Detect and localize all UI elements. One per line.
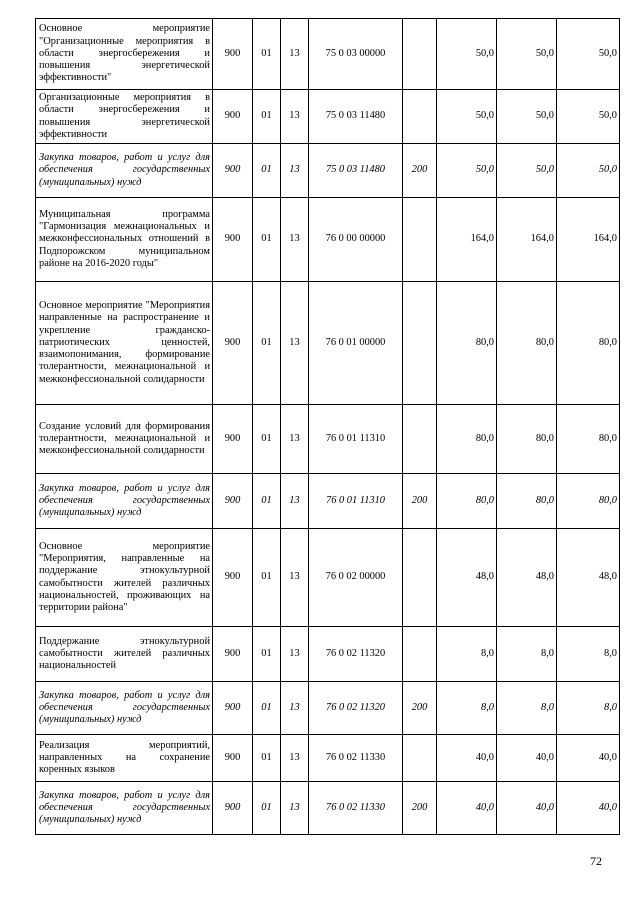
table-row <box>36 90 620 144</box>
target-article-code: 76 0 02 00000 <box>309 529 403 627</box>
amount-year-3: 80,0 <box>557 282 620 405</box>
row-name: Закупка товаров, работ и услуг для обеспечения государственных (муниципальных) нужд <box>36 144 213 198</box>
ved-code: 900 <box>213 19 253 90</box>
amount-year-2: 164,0 <box>497 198 557 282</box>
amount-year-2: 50,0 <box>497 90 557 144</box>
amount-year-1: 80,0 <box>437 405 497 474</box>
row-name: Создание условий для формирования толерантности, межнациональной и межконфессиональной солидарности <box>36 405 213 474</box>
amount-year-2: 50,0 <box>497 144 557 198</box>
amount-year-3: 50,0 <box>557 19 620 90</box>
amount-year-2: 40,0 <box>497 735 557 782</box>
table-row <box>36 198 620 282</box>
amount-year-1: 80,0 <box>437 474 497 529</box>
page-number: 72 <box>590 854 602 868</box>
ved-code: 900 <box>213 90 253 144</box>
section-code: 01 <box>253 782 281 835</box>
table-row <box>36 529 620 627</box>
amount-year-1: 80,0 <box>437 282 497 405</box>
amount-year-3: 8,0 <box>557 627 620 682</box>
amount-year-1: 40,0 <box>437 782 497 835</box>
row-name: Муниципальная программа "Гармонизация межнациональных и межконфессиональных отношений в Подпорожском муниципальном районе на 2016-2020 годы" <box>36 198 213 282</box>
ved-code: 900 <box>213 144 253 198</box>
amount-year-1: 50,0 <box>437 19 497 90</box>
row-name: Основное мероприятие "Мероприятия направленные на распространение и укрепление гражданско- патриотических ценностей, взаимопонимания, формирование толерантности, межнациональной и межконфессиональной солидарности <box>36 282 213 405</box>
expense-type-code: 200 <box>403 474 437 529</box>
target-article-code: 76 0 01 11310 <box>309 405 403 474</box>
ved-code: 900 <box>213 282 253 405</box>
section-code: 01 <box>253 144 281 198</box>
table-row <box>36 682 620 735</box>
row-name: Реализация мероприятий, направленных на сохранение коренных языков <box>36 735 213 782</box>
amount-year-2: 8,0 <box>497 627 557 682</box>
ved-code: 900 <box>213 198 253 282</box>
section-code: 01 <box>253 405 281 474</box>
section-code: 01 <box>253 198 281 282</box>
amount-year-2: 50,0 <box>497 19 557 90</box>
subsection-code: 13 <box>281 282 309 405</box>
subsection-code: 13 <box>281 682 309 735</box>
subsection-code: 13 <box>281 627 309 682</box>
expense-type-code: 200 <box>403 144 437 198</box>
expense-type-code <box>403 198 437 282</box>
section-code: 01 <box>253 19 281 90</box>
subsection-code: 13 <box>281 198 309 282</box>
section-code: 01 <box>253 474 281 529</box>
amount-year-3: 80,0 <box>557 474 620 529</box>
ved-code: 900 <box>213 529 253 627</box>
subsection-code: 13 <box>281 405 309 474</box>
table-row <box>36 144 620 198</box>
expense-type-code <box>403 735 437 782</box>
table-row <box>36 474 620 529</box>
amount-year-1: 164,0 <box>437 198 497 282</box>
target-article-code: 76 0 00 00000 <box>309 198 403 282</box>
section-code: 01 <box>253 682 281 735</box>
row-name: Основное мероприятие "Организационные мероприятия в области энергосбережения и повышения энергетической эффективности" <box>36 19 213 90</box>
row-name: Основное мероприятие "Мероприятия, направленные на поддержание этнокультурной самобытности жителей различных национальностей, проживающих на территории района" <box>36 529 213 627</box>
target-article-code: 76 0 02 11330 <box>309 735 403 782</box>
ved-code: 900 <box>213 627 253 682</box>
subsection-code: 13 <box>281 90 309 144</box>
table-row <box>36 19 620 90</box>
table-body <box>36 19 620 835</box>
table-row <box>36 627 620 682</box>
subsection-code: 13 <box>281 735 309 782</box>
amount-year-2: 48,0 <box>497 529 557 627</box>
section-code: 01 <box>253 735 281 782</box>
amount-year-2: 80,0 <box>497 474 557 529</box>
expense-type-code <box>403 405 437 474</box>
ved-code: 900 <box>213 682 253 735</box>
expense-type-code <box>403 627 437 682</box>
amount-year-3: 40,0 <box>557 735 620 782</box>
amount-year-3: 164,0 <box>557 198 620 282</box>
target-article-code: 76 0 02 11330 <box>309 782 403 835</box>
amount-year-3: 80,0 <box>557 405 620 474</box>
row-name: Закупка товаров, работ и услуг для обеспечения государственных (муниципальных) нужд <box>36 682 213 735</box>
row-name: Организационные мероприятия в области энергосбережения и повышения энергетической эффективности <box>36 90 213 144</box>
target-article-code: 75 0 03 11480 <box>309 144 403 198</box>
amount-year-3: 48,0 <box>557 529 620 627</box>
expense-type-code <box>403 282 437 405</box>
section-code: 01 <box>253 282 281 405</box>
target-article-code: 76 0 01 00000 <box>309 282 403 405</box>
subsection-code: 13 <box>281 782 309 835</box>
subsection-code: 13 <box>281 474 309 529</box>
ved-code: 900 <box>213 405 253 474</box>
expense-type-code: 200 <box>403 782 437 835</box>
amount-year-3: 8,0 <box>557 682 620 735</box>
amount-year-1: 50,0 <box>437 144 497 198</box>
amount-year-1: 8,0 <box>437 682 497 735</box>
amount-year-2: 80,0 <box>497 282 557 405</box>
target-article-code: 76 0 02 11320 <box>309 682 403 735</box>
target-article-code: 75 0 03 11480 <box>309 90 403 144</box>
amount-year-1: 50,0 <box>437 90 497 144</box>
row-name: Поддержание этнокультурной самобытности жителей различных национальностей <box>36 627 213 682</box>
table-row <box>36 405 620 474</box>
subsection-code: 13 <box>281 144 309 198</box>
amount-year-1: 8,0 <box>437 627 497 682</box>
expense-type-code <box>403 529 437 627</box>
subsection-code: 13 <box>281 529 309 627</box>
expense-type-code: 200 <box>403 682 437 735</box>
amount-year-3: 40,0 <box>557 782 620 835</box>
amount-year-3: 50,0 <box>557 90 620 144</box>
target-article-code: 75 0 03 00000 <box>309 19 403 90</box>
expense-type-code <box>403 90 437 144</box>
amount-year-2: 40,0 <box>497 782 557 835</box>
subsection-code: 13 <box>281 19 309 90</box>
table-row <box>36 735 620 782</box>
ved-code: 900 <box>213 735 253 782</box>
amount-year-3: 50,0 <box>557 144 620 198</box>
table-row <box>36 782 620 835</box>
budget-table <box>35 18 620 835</box>
amount-year-1: 48,0 <box>437 529 497 627</box>
target-article-code: 76 0 02 11320 <box>309 627 403 682</box>
amount-year-2: 80,0 <box>497 405 557 474</box>
row-name: Закупка товаров, работ и услуг для обеспечения государственных (муниципальных) нужд <box>36 782 213 835</box>
row-name: Закупка товаров, работ и услуг для обеспечения государственных (муниципальных) нужд <box>36 474 213 529</box>
ved-code: 900 <box>213 782 253 835</box>
table-row <box>36 282 620 405</box>
section-code: 01 <box>253 90 281 144</box>
ved-code: 900 <box>213 474 253 529</box>
section-code: 01 <box>253 529 281 627</box>
expense-type-code <box>403 19 437 90</box>
section-code: 01 <box>253 627 281 682</box>
amount-year-2: 8,0 <box>497 682 557 735</box>
target-article-code: 76 0 01 11310 <box>309 474 403 529</box>
amount-year-1: 40,0 <box>437 735 497 782</box>
